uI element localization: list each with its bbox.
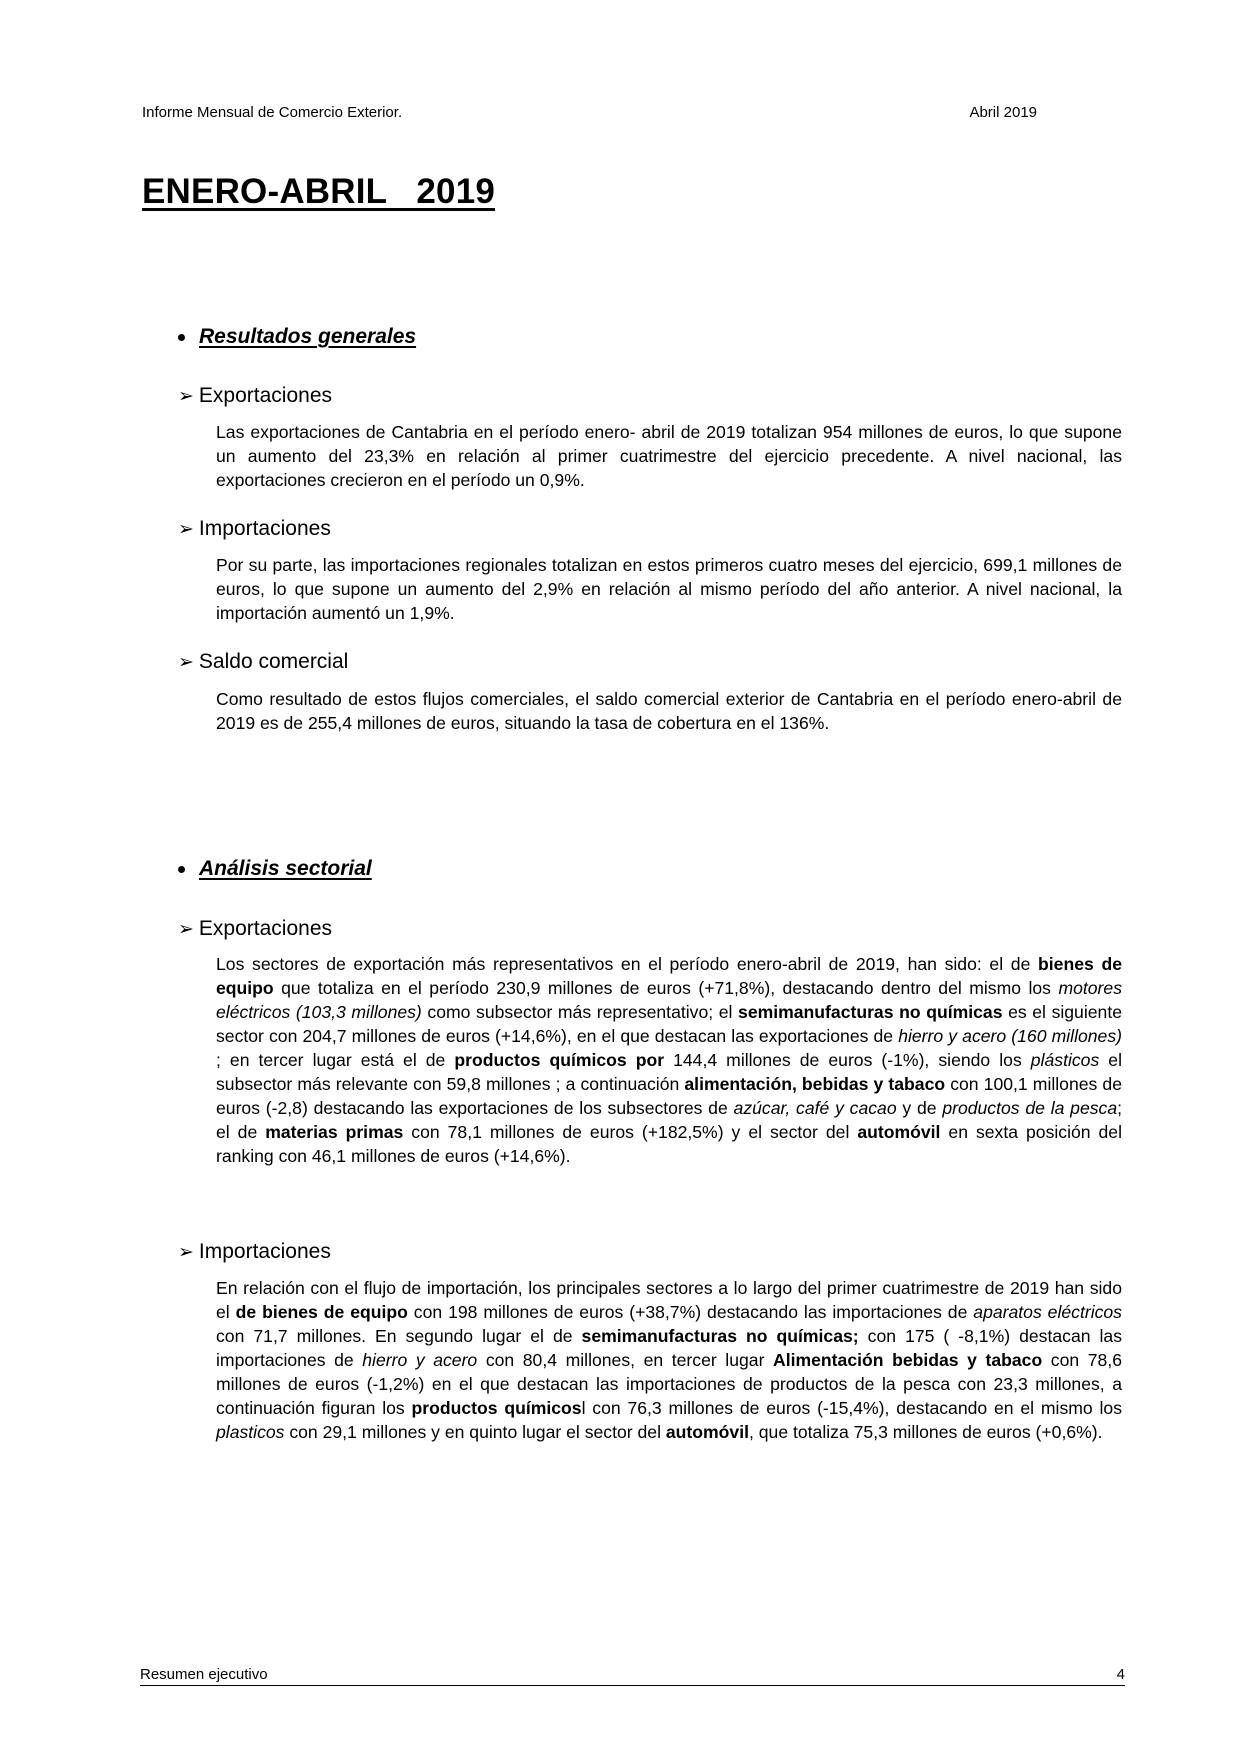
- italic-term: plasticos: [216, 1422, 285, 1442]
- text-run: con 78,1 millones de euros (+182,5%) y el sector del: [403, 1122, 858, 1142]
- bold-term: Alimentación bebidas y tabaco: [773, 1350, 1043, 1370]
- text-run: con 71,7 millones. En segundo lugar el de: [216, 1326, 582, 1346]
- italic-term: aparatos eléctricos: [973, 1302, 1122, 1322]
- text-run: con 100,1 millones de euros (-2,8) destacando las exportaciones de los subsectores de: [216, 1074, 1122, 1118]
- text-run: ; en tercer lugar está el de: [216, 1050, 455, 1070]
- italic-term: azúcar, café y cacao: [733, 1098, 897, 1118]
- text-run: es el siguiente sector con 204,7 millones de euros (+14,6%), en el que destacan las exportaciones de: [216, 1002, 1122, 1046]
- page-header: [142, 104, 1037, 124]
- text-run: el subsector más relevante con 59,8 millones ; a continuación: [216, 1050, 1122, 1094]
- subheading-exportaciones: ➢ Exportaciones: [178, 384, 332, 407]
- text-run: con 29,1 millones y en quinto lugar el sector del: [284, 1422, 666, 1442]
- bullet-icon: [178, 866, 185, 873]
- bold-term: semimanufacturas no químicas;: [581, 1326, 859, 1346]
- page-number: 4: [1116, 1666, 1125, 1683]
- subheading-importaciones: ➢ Importaciones: [178, 517, 331, 540]
- subheading-exportaciones-sectorial: ➢ Exportaciones: [178, 917, 332, 940]
- text-run: con 78,6 millones de euros (-1,2%) en el que destacan las importaciones de productos de la pesca con 23,3 millones, a continuación figuran los: [216, 1350, 1122, 1418]
- arrow-bullet-icon: ➢: [178, 385, 194, 407]
- text-run: con 175 ( -8,1%) destacan las importaciones de: [216, 1326, 1123, 1370]
- bold-term: alimentación, bebidas y tabaco: [684, 1074, 946, 1094]
- bold-term: automóvil: [665, 1422, 749, 1442]
- header-report-name: Informe Mensual de Comercio Exterior.: [142, 104, 403, 121]
- text-run: , que totaliza 75,3 millones de euros (+0,6%).: [748, 1422, 1103, 1442]
- subheading-saldo-comercial: ➢ Saldo comercial: [178, 650, 349, 673]
- text-run: En relación con el flujo de importación, los principales sectores a lo largo del primer cuatrimestre de 2019 han sido el: [216, 1278, 1122, 1322]
- paragraph-importaciones: Por su parte, las importaciones regionales totalizan en estos primeros cuatro meses del ejercicio, 699,1 millones de euros, lo que supone un aumento del 2,9% en relación al mismo período del año anterior. A nivel nacional, la importación aumentó un 1,9%.: [216, 555, 1122, 623]
- arrow-bullet-icon: ➢: [178, 1241, 194, 1263]
- text-run: y de: [896, 1098, 943, 1118]
- text-run: con 198 millones de euros (+38,7%) destacando las importaciones de: [407, 1302, 974, 1322]
- paragraph-importaciones-sectorial: [216, 1276, 1122, 1444]
- bold-term: bienes de equipo: [216, 954, 1122, 998]
- paragraph-exportaciones-sectorial: [216, 952, 1122, 1168]
- italic-term: hierro y acero: [362, 1350, 478, 1370]
- arrow-bullet-icon: ➢: [178, 918, 194, 940]
- text-run: que totaliza en el período 230,9 millones de euros (+71,8%), destacando dentro del mismo los: [273, 978, 1059, 998]
- paragraph-saldo-comercial: Como resultado de estos flujos comerciales, el saldo comercial exterior de Cantabria en el período enero-abril de 2019 es de 255,4 millones de euros, situando la tasa de cobertura en el 136%.: [216, 689, 1122, 733]
- page-footer: [140, 1666, 1125, 1686]
- bold-term: materias primas: [265, 1122, 404, 1142]
- italic-term: productos de la pesca: [942, 1098, 1118, 1118]
- text-run: con 80,4 millones, en tercer lugar: [477, 1350, 774, 1370]
- bold-term: productos químicos: [411, 1398, 582, 1418]
- text-run: ; el de: [216, 1098, 1123, 1142]
- arrow-bullet-icon: ➢: [178, 518, 194, 540]
- section-heading-analisis: Análisis sectorial: [178, 857, 372, 881]
- subheading-importaciones-sectorial: ➢ Importaciones: [178, 1240, 331, 1263]
- bold-term: automóvil: [857, 1122, 941, 1142]
- bullet-icon: [178, 334, 185, 341]
- footer-section-name: Resumen ejecutivo: [140, 1666, 268, 1683]
- italic-term: hierro y acero (160 millones): [898, 1026, 1122, 1046]
- bold-term: semimanufacturas no químicas: [738, 1002, 1003, 1022]
- text-run: Los sectores de exportación más representativos en el período enero-abril de 2019, han sido: el de: [216, 954, 1039, 974]
- text-run: en sexta posición del ranking con 46,1 millones de euros (+14,6%).: [216, 1122, 1123, 1166]
- page-title: ENERO-ABRIL 2019: [142, 172, 496, 211]
- text-run: 144,4 millones de euros (-1%), siendo los: [664, 1050, 1031, 1070]
- bold-term: de bienes de equipo: [235, 1302, 408, 1322]
- header-date: Abril 2019: [969, 104, 1037, 121]
- text-run: como subsector más representativo; el: [421, 1002, 739, 1022]
- italic-term: plásticos: [1030, 1050, 1100, 1070]
- italic-term: motores eléctricos (103,3 millones): [216, 978, 1122, 1022]
- arrow-bullet-icon: ➢: [178, 651, 194, 673]
- text-run: l con 76,3 millones de euros (-15,4%), destacando en el mismo los: [581, 1398, 1122, 1418]
- paragraph-exportaciones: Las exportaciones de Cantabria en el período enero- abril de 2019 totalizan 954 millones de euros, lo que supone un aumento del 23,3% en relación al primer cuatrimestre del ejercicio precedente. A nivel nacional, las exportaciones crecieron en el período un 0,9%.: [216, 422, 1122, 490]
- section-heading-resultados: Resultados generales: [178, 325, 416, 349]
- bold-term: productos químicos por: [454, 1050, 665, 1070]
